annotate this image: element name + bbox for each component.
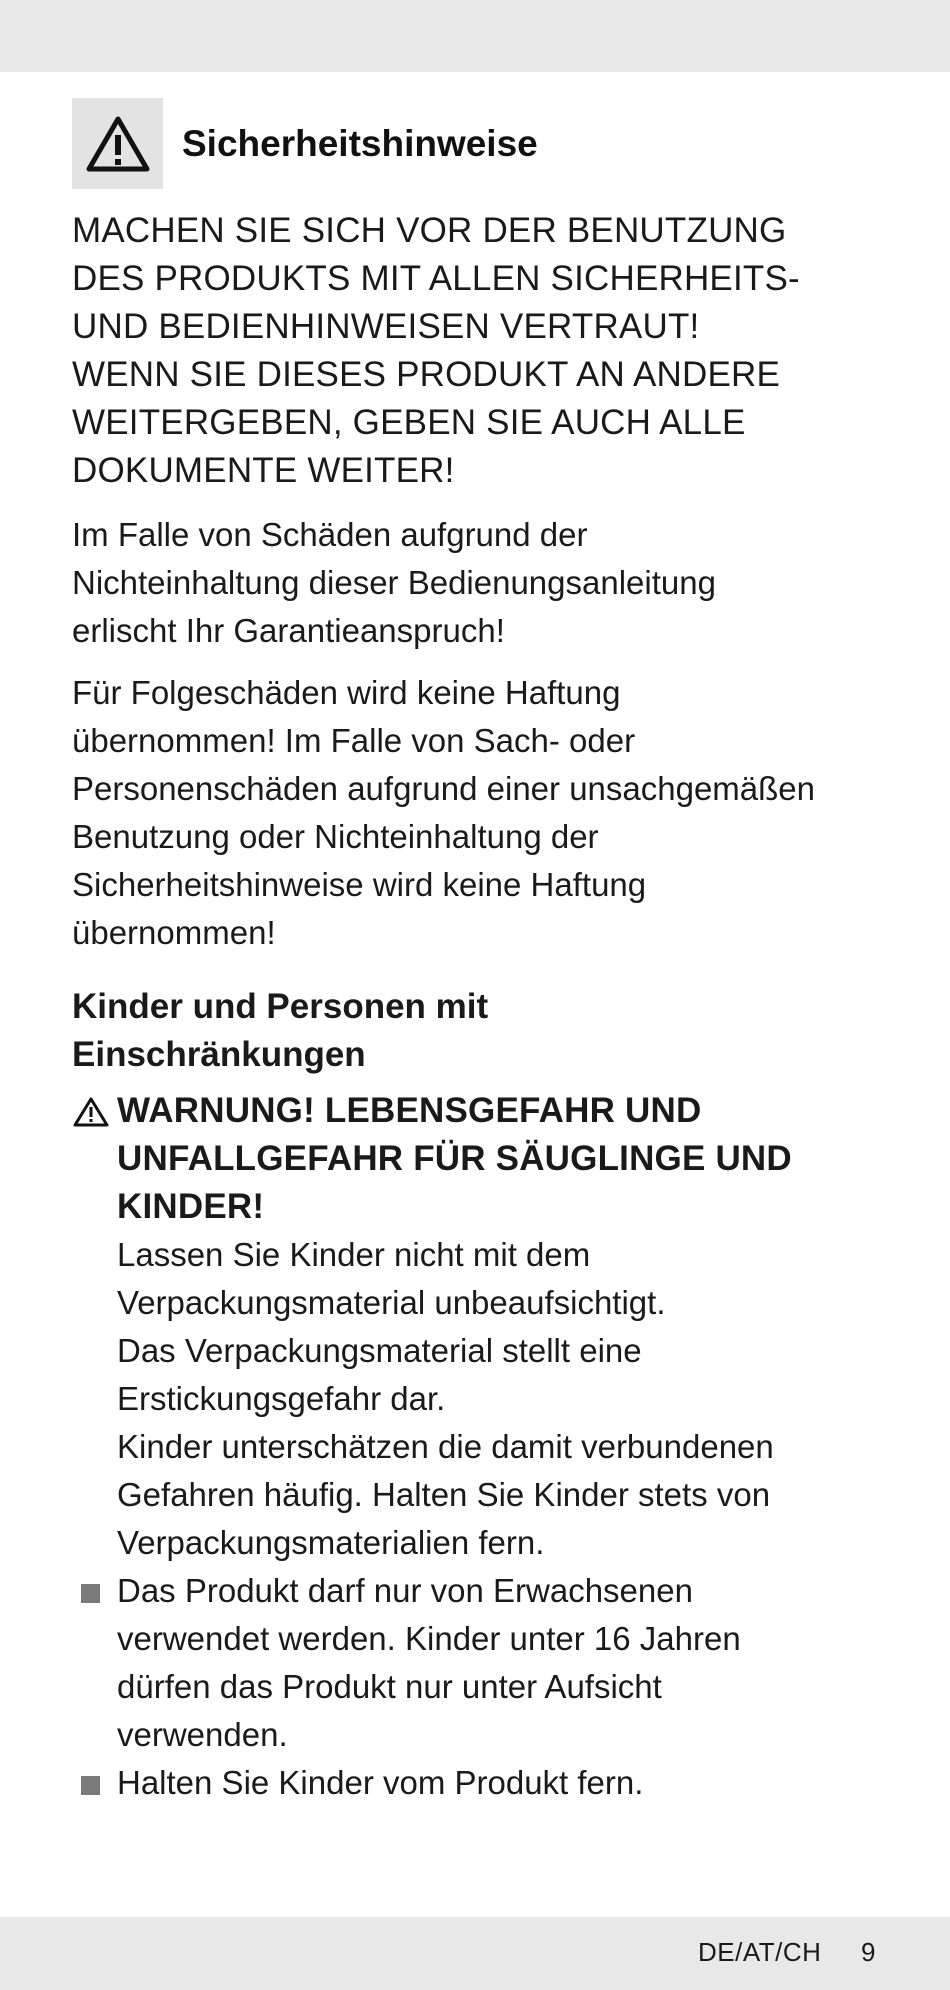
paragraph-line: übernommen! [72,914,276,951]
section-title: Sicherheitshinweise [182,122,538,164]
paragraph-line: Im Falle von Schäden aufgrund der [72,516,588,553]
warning-title-line: UNFALLGEFAHR FÜR SÄUGLINGE UND [117,1139,792,1178]
paragraph-line: Nichteinhaltung dieser Bedienungsanleitung [72,564,716,601]
subsection-title [72,983,872,1079]
bullet-line: Das Produkt darf nur von Erwachsenen [117,1572,693,1609]
square-bullet-icon [81,1776,100,1795]
warning-text-line: Erstickungsgefahr dar. [117,1380,446,1417]
paragraph-line: Benutzung oder Nichteinhaltung der [72,818,599,855]
warning-text-line: Verpackungsmaterial unbeaufsichtigt. [117,1284,666,1321]
caps-line: DOKUMENTE WEITER! [72,451,455,490]
paragraph-line: Personenschäden aufgrund einer unsachgemäßen [72,770,816,807]
bullet-line: Halten Sie Kinder vom Produkt fern. [117,1764,644,1801]
bullet-item-adults-only [72,1567,872,1759]
warning-text-line: Verpackungsmaterialien fern. [117,1524,545,1561]
warning-text [117,1231,872,1567]
warning-triangle-icon [72,98,163,189]
paragraph-line: erlischt Ihr Garantieanspruch! [72,612,505,649]
paragraph-line: Für Folgeschäden wird keine Haftung [72,674,621,711]
warning-title [117,1087,872,1231]
caps-line: MACHEN SIE SICH VOR DER BENUTZUNG [72,211,787,250]
section-heading [72,98,872,189]
liability-paragraph [72,669,872,957]
footer-language: DE/AT/CH [698,1937,822,1967]
subsection-title-line: Einschränkungen [72,1035,366,1074]
warning-text-line: Das Verpackungsmaterial stellt eine [117,1332,642,1369]
bullet-line: verwendet werden. Kinder unter 16 Jahren [117,1620,741,1657]
warning-text-line: Kinder unterschätzen die damit verbundenen [117,1428,774,1465]
caps-line: WENN SIE DIESES PRODUKT AN ANDERE [72,355,781,394]
bullet-line: verwenden. [117,1716,288,1753]
subsection-title-line: Kinder und Personen mit [72,987,489,1026]
children-warning [72,1087,872,1567]
paragraph-line: übernommen! Im Falle von Sach- oder [72,722,636,759]
caps-line: WEITERGEBEN, GEBEN SIE AUCH ALLE [72,403,746,442]
caps-line: UND BEDIENHINWEISEN VERTRAUT! [72,307,700,346]
paragraph-line: Sicherheitshinweise wird keine Haftung [72,866,647,903]
warranty-paragraph [72,511,872,655]
square-bullet-icon [81,1584,100,1603]
caps-notice [72,207,872,495]
warning-small-icon [72,1096,110,1128]
header-band [0,0,950,72]
page-number: 9 [861,1937,876,1967]
caps-line: DES PRODUKTS MIT ALLEN SICHERHEITS- [72,259,800,298]
warning-text-line: Gefahren häufig. Halten Sie Kinder stets von [117,1476,771,1513]
bullet-item-keep-away [72,1759,872,1807]
warning-title-line: WARNUNG! LEBENSGEFAHR UND [117,1091,702,1130]
warning-text-line: Lassen Sie Kinder nicht mit dem [117,1236,591,1273]
page-content [72,98,872,1807]
warning-title-line: KINDER! [117,1187,265,1226]
bullet-line: dürfen das Produkt nur unter Aufsicht [117,1668,662,1705]
